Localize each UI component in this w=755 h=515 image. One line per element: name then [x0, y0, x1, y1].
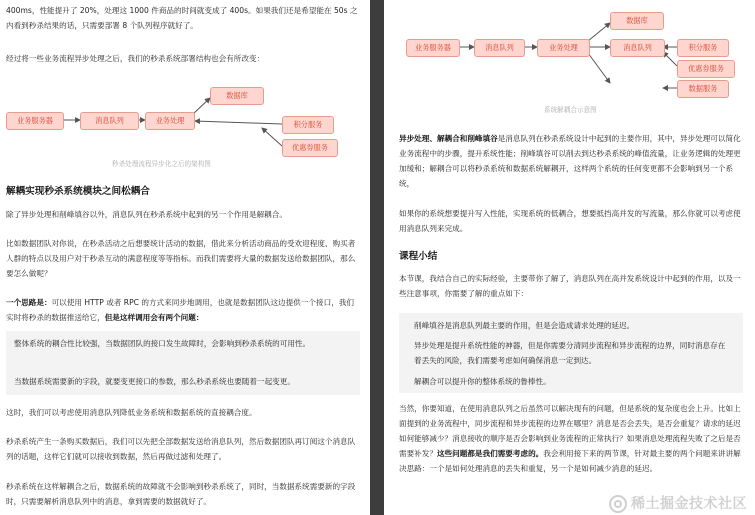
async-architecture-diagram [0, 80, 370, 172]
node-message-queue-1: 消息队列 [474, 39, 525, 57]
quote-block [6, 331, 360, 395]
diagram-caption: 秒杀处理流程异步化之后的架构图 [112, 160, 211, 168]
node-data-service: 数据服务 [677, 80, 729, 98]
node-business-process: 业务处理 [145, 112, 195, 130]
juejin-logo-icon [609, 495, 627, 513]
quote-line-3: 解耦合可以提升你的整体系统的鲁棒性。 [414, 377, 551, 386]
paragraph-1 [399, 131, 743, 191]
left-page [0, 0, 370, 515]
node-coupon-service: 优惠券服务 [677, 60, 735, 78]
p4-bold: 这些问题都是我们需要考虑的。 [436, 449, 544, 458]
paragraph-2: 比如数据团队对你说，在秒杀活动之后想要统计活动的数据，借此来分析活动商品的受欢迎程度、购买者人群的特点以及用户对于秒杀互动的满意程度等等指标。而我们需要将大量的数据发送给数据团队，那么要怎么做呢？ [6, 239, 356, 278]
p1-text: 是消息队列在秒杀系统设计中起到的主要作用，其中，异步处理可以简化业务流程中的步骤，提升系统性能；削峰填谷可以削去到达秒杀系统的峰值流量，让业务逻辑的处理更加缓和；解耦合可以将秒杀系统和数据系统解耦开，这样两个系统的任何变更都不会影响到另一个系统， [399, 134, 741, 188]
paragraph-3: 本节课，我结合自己的实际经验，主要带你了解了，消息队列在高并发系统设计中起到的作用，以及一些注意事项，你需要了解的重点如下： [399, 274, 741, 298]
section-heading: 解耦实现秒杀系统模块之间松耦合 [6, 186, 150, 197]
top-paragraph: 400ms，性能提升了 20%，处理这 1000 件商品的时间就变成了 400s。如果我们还是希望能在 50s 之内看到秒杀结果的话，只需要部署 8 个队列程序就好了。 [6, 6, 358, 30]
watermark [609, 493, 747, 513]
node-business-process: 业务处理 [537, 39, 590, 57]
watermark-text: 稀土掘金技术社区 [631, 496, 747, 512]
paragraph-6: 秒杀系统在这样解耦合之后，数据系统的故障就不会影响到秒杀系统了，同时，当数据系统需要新的字段时，只需要解析消息队列中的消息，拿到需要的数据就好了。 [6, 482, 356, 506]
node-message-queue: 消息队列 [80, 112, 139, 130]
paragraph-5: 秒杀系统产生一条购买数据后，我们可以先把全部数据发送给消息队列，然后数据团队再订阅这个消息队列的话题，这样它们就可以接收到数据，然后再做过滤和处理了。 [6, 437, 356, 461]
paragraph-1: 除了异步处理和削峰填谷以外，消息队列在秒杀系统中起到的另一个作用是解耦合。 [6, 210, 287, 219]
p4-text-b: 我会利用接下来的两节课，针对最主要的两个问题来讲讲解决思路：一个是如何处理消息的丢失和重复，另一个是如何减少消息的延迟。 [399, 449, 741, 473]
p3-text: 可以使用 HTTP 或者 RPC 的方式来同步地调用，也就是数据团队这边提供一个接口，我们实时将秒杀的数据推送给它， [6, 298, 354, 322]
summary-heading: 课程小结 [399, 251, 438, 262]
diagram-arrows [384, 0, 755, 118]
node-business-server: 业务服务器 [6, 112, 64, 130]
node-business-server: 业务服务器 [406, 39, 460, 57]
paragraph-4: 这时，我们可以考虑使用消息队列降低业务系统和数据系统的直接耦合度。 [6, 408, 257, 417]
p3-bold: 一个思路是： [6, 298, 52, 307]
paragraph-3 [6, 295, 360, 325]
quote-block [399, 313, 743, 393]
quote-line-1: 削峰填谷是消息队列最主要的作用，但是会造成请求处理的延迟。 [414, 321, 635, 330]
quote-line-1: 整体系统的耦合性比较强，当数据团队的接口发生故障时，会影响到秒杀系统的可用性。 [14, 339, 311, 348]
p3-bold2: 但是这样调用会有两个问题： [104, 313, 204, 322]
node-points-service: 积分服务 [282, 116, 334, 134]
right-page [384, 0, 755, 515]
node-database: 数据库 [210, 87, 264, 105]
node-coupon-service: 优惠券服务 [282, 139, 338, 157]
quote-line-2: 当数据系统需要新的字段，就要变更接口的参数，那么秒杀系统也要随着一起变更。 [14, 377, 295, 386]
p4-text-a: 当然，你要知道，在使用消息队列之后虽然可以解决现有的问题，但是系统的复杂度也会上升。比如上面提到的业务流程中，同步流程和异步流程的边界在哪里？消息是否会丢失，是否会重复？请求的延迟如何能够减少？消息接收的顺序是否会影响到业务流程的正常执行？如果消息处理流程失败了之后是否需要补发？ [399, 404, 741, 458]
paragraph-2: 如果你的系统想要提升写入性能，实现系统的低耦合，想要抵挡高并发的写流量，那么你就可以考虑使用消息队列来完成。 [399, 209, 741, 233]
diagram-caption: 系统解耦合示意图 [544, 106, 597, 114]
node-database: 数据库 [610, 12, 664, 30]
node-message-queue-2: 消息队列 [610, 39, 665, 57]
node-points-service: 积分服务 [677, 39, 729, 57]
paragraph-4 [399, 401, 743, 476]
quote-line-2: 异步处理是提升系统性能的神器，但是你需要分清同步流程和异步流程的边界，同时消息存在着丢失的风险，我们需要考虑如何确保消息一定到达。 [414, 341, 726, 365]
decoupling-diagram [384, 0, 755, 118]
intro-paragraph: 经过将一些业务流程异步处理之后，我们的秒杀系统部署结构也会有所改变： [6, 54, 265, 63]
p1-bold: 异步处理、解耦合和削峰填谷 [399, 134, 498, 143]
